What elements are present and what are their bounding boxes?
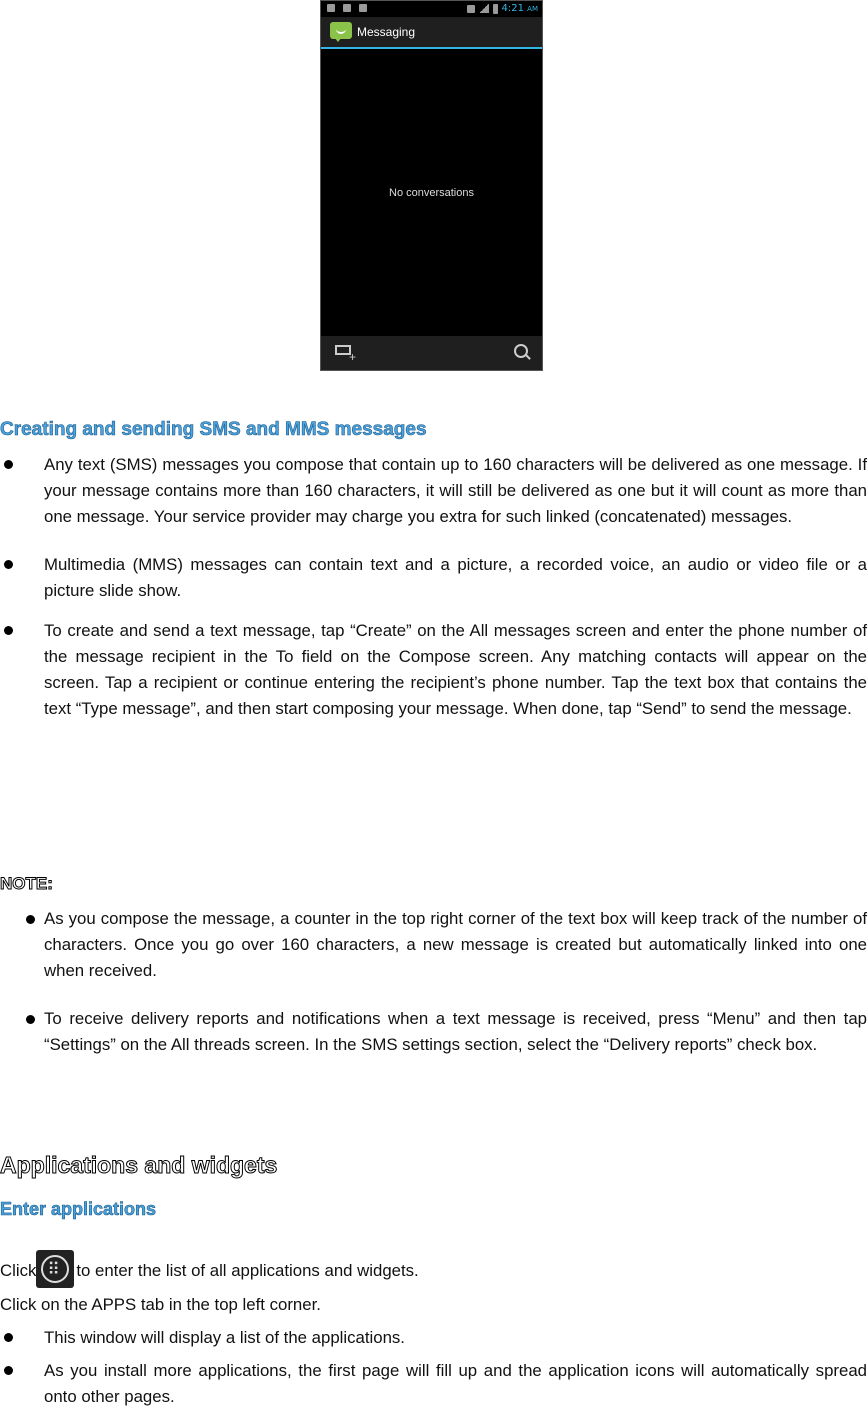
note-bullet-2: To receive delivery reports and notifications when a text message is received, press “Menu” and then tap “Settings” on the All threads screen. In the SMS settings section, select the “Delivery reports” check box. — [44, 1009, 867, 1054]
bottom-action-bar — [321, 336, 542, 370]
app-title: Messaging — [357, 25, 416, 39]
apps-tab-instruction: Click on the APPS tab in the top left corner. — [0, 1295, 321, 1314]
section-heading-sms: Creating and sending SMS and MMS messages — [0, 419, 427, 440]
notification-icon — [327, 4, 335, 12]
battery-icon — [493, 4, 498, 14]
bullet-icon — [4, 1333, 13, 1342]
sms-bullet-1: Any text (SMS) messages you compose that contain up to 160 characters will be delivered as one message. If your message contains more than 160 characters, it will still be delivered as one but it will count as more than one message. Your service provider may charge you extra for such linked (concatenated) messages. — [44, 455, 867, 526]
note-bullet-1-text: As you compose the message, a counter in the top right corner of the text box will keep track of the number of characters. Once you go over 160 characters, a new message is created but automatically linked into one when received. — [44, 909, 867, 980]
bullet-icon — [4, 626, 13, 635]
message-notification-icon — [359, 4, 367, 12]
signal-icon — [479, 4, 489, 13]
subheading-enter-apps: Enter applications — [0, 1199, 157, 1219]
apps-bullet-1: This window will display a list of the applications. — [44, 1328, 405, 1347]
usb-icon — [343, 4, 351, 12]
status-bar — [321, 1, 542, 17]
wifi-icon — [467, 5, 475, 13]
note-bullet-1 — [44, 906, 867, 984]
section-heading-apps: Applications and widgets — [0, 1152, 278, 1178]
notification-icons — [327, 4, 367, 12]
phone-screenshot — [320, 0, 543, 371]
new-message-icon[interactable] — [335, 345, 351, 355]
sms-bullet-2: Multimedia (MMS) messages can contain text and a picture, a recorded voice, an audio or video file or a picture slide show. — [44, 555, 867, 600]
bullet-icon — [4, 460, 13, 469]
system-icons — [467, 3, 538, 14]
bullet-icon — [4, 1366, 13, 1375]
sms-bullet-3: To create and send a text message, tap “Create” on the All messages screen and enter the phone number of the message recipient in the To field on the Compose screen. Any matching contacts will appear on the screen. Tap a recipient or continue entering the recipient’s phone number. Tap the text box that contains the text “Type message”, and then start composing your message. When done, tap “Send” to send the message. — [44, 621, 867, 718]
bullet-icon — [26, 1015, 35, 1024]
bullet-icon — [4, 560, 13, 569]
note-heading: NOTE: — [0, 874, 53, 893]
status-time: 4:21 AM — [501, 3, 538, 14]
empty-state-text: No conversations — [389, 187, 474, 199]
click-instruction: Click⠿ to enter the list of all applications and widgets. — [0, 1250, 419, 1288]
search-icon[interactable] — [514, 344, 528, 358]
all-apps-icon — [36, 1250, 74, 1288]
messaging-app-icon[interactable] — [330, 22, 352, 39]
apps-bullet-2: As you install more applications, the first page will fill up and the application icons will automatically spread onto other pages. — [44, 1361, 867, 1406]
bullet-icon — [26, 915, 35, 924]
action-bar — [321, 17, 542, 49]
